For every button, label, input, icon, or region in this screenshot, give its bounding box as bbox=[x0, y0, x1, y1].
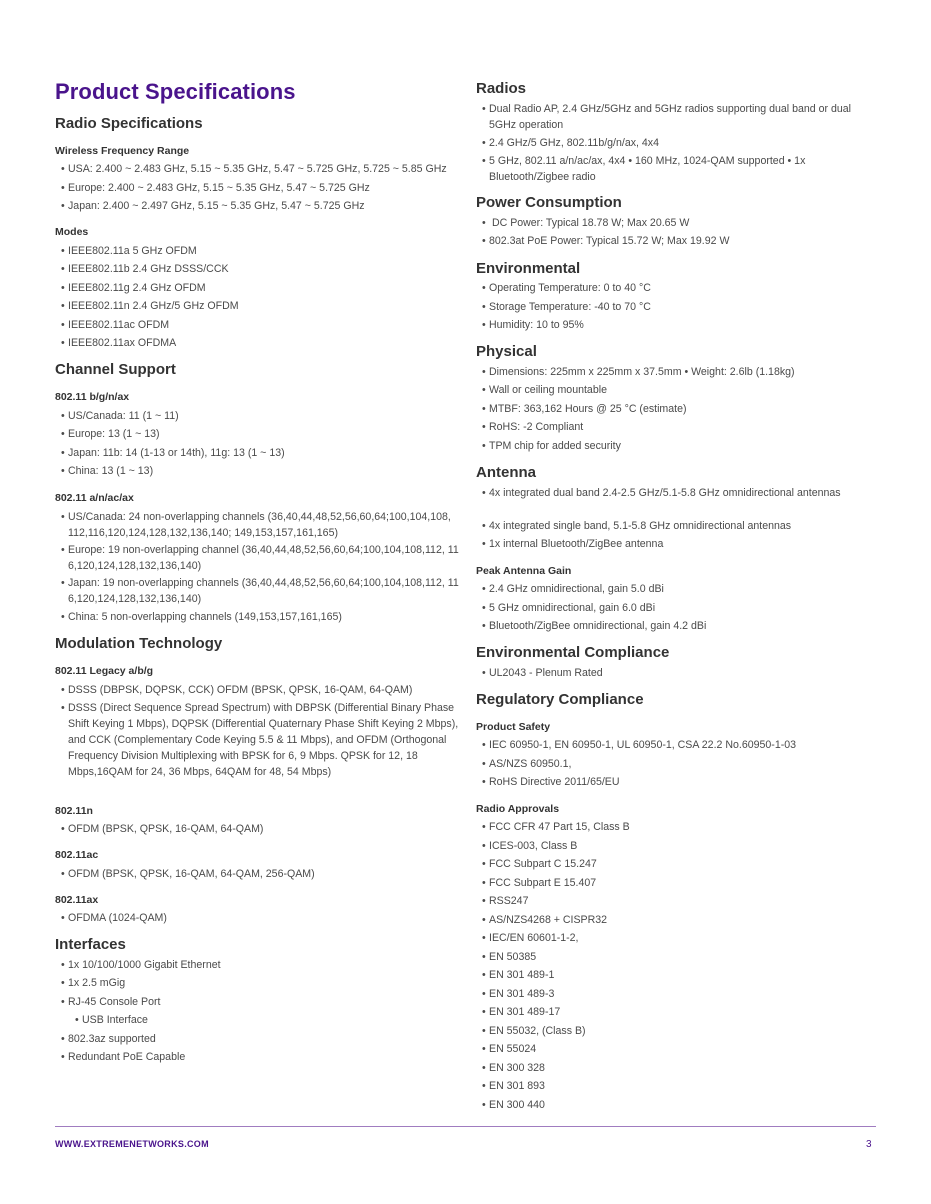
list-item: • Wall or ceiling mountable bbox=[476, 382, 876, 398]
list-item: • AS/NZS4268 + CISPR32 bbox=[476, 912, 876, 928]
list-item: • FCC Subpart E 15.407 bbox=[476, 875, 876, 891]
section-heading-radios: Radios bbox=[476, 80, 527, 97]
subheading-wireless-frequency-range: Wireless Frequency Range bbox=[55, 145, 190, 157]
list-item: • EN 301 489-3 bbox=[476, 986, 876, 1002]
list-item: • US/Canada: 11 (1 ~ 11) bbox=[55, 408, 459, 424]
footer-divider bbox=[55, 1126, 876, 1127]
list-item: • IEC/EN 60601-1-2, bbox=[476, 930, 876, 946]
list-item: • 4x integrated dual band 2.4-2.5 GHz/5.1-5.8 GHz omnidirectional antennas bbox=[476, 485, 846, 501]
list-item: • OFDMA (1024-QAM) bbox=[55, 910, 459, 926]
list-item: • Dimensions: 225mm x 225mm x 37.5mm • Weight: 2.6lb (1.18kg) bbox=[476, 364, 876, 380]
section-heading-modulation-technology: Modulation Technology bbox=[55, 635, 223, 652]
section-heading-channel-support: Channel Support bbox=[55, 361, 176, 378]
page-title: Product Specifications bbox=[55, 79, 296, 104]
list-item: • EN 301 489-1 bbox=[476, 967, 876, 983]
list-item: • US/Canada: 24 non-overlapping channels (36,40,44,48,52,56,60,64;100,104,108, 112,116,120,124,128,132,136,140; 149,153,157,161,165) bbox=[55, 509, 459, 541]
list-item: • USA: 2.400 ~ 2.483 GHz, 5.15 ~ 5.35 GHz, 5.47 ~ 5.725 GHz, 5.725 ~ 5.85 GHz bbox=[55, 161, 465, 177]
section-heading-interfaces: Interfaces bbox=[55, 936, 126, 953]
subheading-802-11-legacy: 802.11 Legacy a/b/g bbox=[55, 665, 154, 677]
list-item: • MTBF: 363,162 Hours @ 25 °C (estimate) bbox=[476, 401, 876, 417]
list-item: • 5 GHz, 802.11 a/n/ac/ax, 4x4 • 160 MHz, 1024-QAM supported • 1x Bluetooth/Zigbee radio bbox=[476, 153, 876, 185]
list-item: • Europe: 19 non-overlapping channel (36,40,44,48,52,56,60,64;100,104,108,112, 116,120,124,128,132,136,140) bbox=[55, 542, 459, 574]
subheading-802-11-bgnax: 802.11 b/g/n/ax bbox=[55, 391, 130, 403]
list-item: • TPM chip for added security bbox=[476, 438, 876, 454]
list-item: • RJ-45 Console Port bbox=[55, 994, 459, 1010]
list-item: • 2.4 GHz omnidirectional, gain 5.0 dBi bbox=[476, 581, 876, 597]
list-item: • IEC 60950-1, EN 60950-1, UL 60950-1, CSA 22.2 No.60950-1-03 bbox=[476, 737, 876, 753]
list-item: • IEEE802.11b 2.4 GHz DSSS/CCK bbox=[55, 261, 459, 277]
list-item: • USB Interface bbox=[55, 1012, 459, 1028]
list-item: • IEEE802.11g 2.4 GHz OFDM bbox=[55, 280, 459, 296]
page-number: 3 bbox=[866, 1139, 872, 1150]
list-item: • Japan: 11b: 14 (1-13 or 14th), 11g: 13 (1 ~ 13) bbox=[55, 445, 459, 461]
list-item: • RoHS: -2 Compliant bbox=[476, 419, 876, 435]
section-heading-radio-specifications: Radio Specifications bbox=[55, 115, 203, 132]
list-item: • 5 GHz omnidirectional, gain 6.0 dBi bbox=[476, 600, 876, 616]
list-item: • Storage Temperature: -40 to 70 °C bbox=[476, 299, 876, 315]
list-item: • China: 5 non-overlapping channels (149,153,157,161,165) bbox=[55, 609, 459, 625]
list-item: • 1x 10/100/1000 Gigabit Ethernet bbox=[55, 957, 459, 973]
subheading-modes: Modes bbox=[55, 226, 89, 238]
list-item: • 4x integrated single band, 5.1-5.8 GHz omnidirectional antennas bbox=[476, 518, 876, 534]
footer-website-link[interactable]: WWW.EXTREMENETWORKS.COM bbox=[55, 1139, 209, 1149]
list-item: • EN 55032, (Class B) bbox=[476, 1023, 876, 1039]
list-item: • 802.3az supported bbox=[55, 1031, 459, 1047]
list-item: • FCC CFR 47 Part 15, Class B bbox=[476, 819, 876, 835]
list-item: • Humidity: 10 to 95% bbox=[476, 317, 876, 333]
section-heading-antenna: Antenna bbox=[476, 464, 536, 481]
list-item: • Bluetooth/ZigBee omnidirectional, gain 4.2 dBi bbox=[476, 618, 876, 634]
list-item: • EN 300 440 bbox=[476, 1097, 876, 1113]
subheading-802-11n: 802.11n bbox=[55, 805, 93, 817]
list-item: • Japan: 2.400 ~ 2.497 GHz, 5.15 ~ 5.35 GHz, 5.47 ~ 5.725 GHz bbox=[55, 198, 459, 214]
list-item: • EN 300 328 bbox=[476, 1060, 876, 1076]
list-item: • EN 301 893 bbox=[476, 1078, 876, 1094]
list-item: • IEEE802.11ac OFDM bbox=[55, 317, 459, 333]
subheading-802-11-anacax: 802.11 a/n/ac/ax bbox=[55, 492, 134, 504]
list-item: • FCC Subpart C 15.247 bbox=[476, 856, 876, 872]
list-item: • ICES-003, Class B bbox=[476, 838, 876, 854]
list-item: • Operating Temperature: 0 to 40 °C bbox=[476, 280, 876, 296]
section-heading-regulatory-compliance: Regulatory Compliance bbox=[476, 691, 644, 708]
list-item: • EN 50385 bbox=[476, 949, 876, 965]
list-item: • EN 301 489-17 bbox=[476, 1004, 876, 1020]
list-item: • RoHS Directive 2011/65/EU bbox=[476, 774, 876, 790]
section-heading-power-consumption: Power Consumption bbox=[476, 194, 622, 211]
list-item: • 1x internal Bluetooth/ZigBee antenna bbox=[476, 536, 876, 552]
list-item: • 2.4 GHz/5 GHz, 802.11b/g/n/ax, 4x4 bbox=[476, 135, 876, 151]
subheading-product-safety: Product Safety bbox=[476, 721, 551, 733]
list-item: • Europe: 13 (1 ~ 13) bbox=[55, 426, 459, 442]
list-item: • Dual Radio AP, 2.4 GHz/5GHz and 5GHz radios supporting dual band or dual 5GHz operation bbox=[476, 101, 876, 133]
list-item: • 802.3at PoE Power: Typical 15.72 W; Max 19.92 W bbox=[476, 233, 876, 249]
list-item: • OFDM (BPSK, QPSK, 16-QAM, 64-QAM, 256-QAM) bbox=[55, 866, 459, 882]
list-item: • Redundant PoE Capable bbox=[55, 1049, 459, 1065]
list-item: • EN 55024 bbox=[476, 1041, 876, 1057]
section-heading-physical: Physical bbox=[476, 343, 537, 360]
list-item: • DSSS (Direct Sequence Spread Spectrum) with DBPSK (Differential Binary Phase Shift Keying 1 Mbps), DQPSK (Differential Quaternary Phase Shift Keying 2 Mbps), and CCK (Complementary Code Keying 5.5 & 11 Mbps), and OFDM (Orthogonal Frequency Division Multiplexing with BPSK for 6, 9 Mbps. QPSK for 12, 18 Mbps,16QAM for 24, 36 Mbps, 64QAM for 48, 54 Mbps) bbox=[55, 700, 459, 780]
list-item: • AS/NZS 60950.1, bbox=[476, 756, 876, 772]
section-heading-environmental-compliance: Environmental Compliance bbox=[476, 644, 670, 661]
list-item: • DC Power: Typical 18.78 W; Max 20.65 W bbox=[476, 215, 876, 231]
list-item: • IEEE802.11ax OFDMA bbox=[55, 335, 459, 351]
section-heading-environmental: Environmental bbox=[476, 260, 581, 277]
list-item: • 1x 2.5 mGig bbox=[55, 975, 459, 991]
subheading-802-11ax: 802.11ax bbox=[55, 894, 99, 906]
list-item: • DSSS (DBPSK, DQPSK, CCK) OFDM (BPSK, QPSK, 16-QAM, 64-QAM) bbox=[55, 682, 459, 698]
list-item: • OFDM (BPSK, QPSK, 16-QAM, 64-QAM) bbox=[55, 821, 459, 837]
list-item: • IEEE802.11n 2.4 GHz/5 GHz OFDM bbox=[55, 298, 459, 314]
subheading-peak-antenna-gain: Peak Antenna Gain bbox=[476, 565, 572, 577]
list-item: • RSS247 bbox=[476, 893, 876, 909]
list-item: • UL2043 - Plenum Rated bbox=[476, 665, 876, 681]
list-item: • IEEE802.11a 5 GHz OFDM bbox=[55, 243, 459, 259]
subheading-radio-approvals: Radio Approvals bbox=[476, 803, 560, 815]
list-item: • China: 13 (1 ~ 13) bbox=[55, 463, 459, 479]
list-item: • Europe: 2.400 ~ 2.483 GHz, 5.15 ~ 5.35 GHz, 5.47 ~ 5.725 GHz bbox=[55, 180, 459, 196]
subheading-802-11ac: 802.11ac bbox=[55, 849, 99, 861]
list-item: • Japan: 19 non-overlapping channels (36,40,44,48,52,56,60,64;100,104,108,112, 116,120,124,128,132,136,140) bbox=[55, 575, 459, 607]
